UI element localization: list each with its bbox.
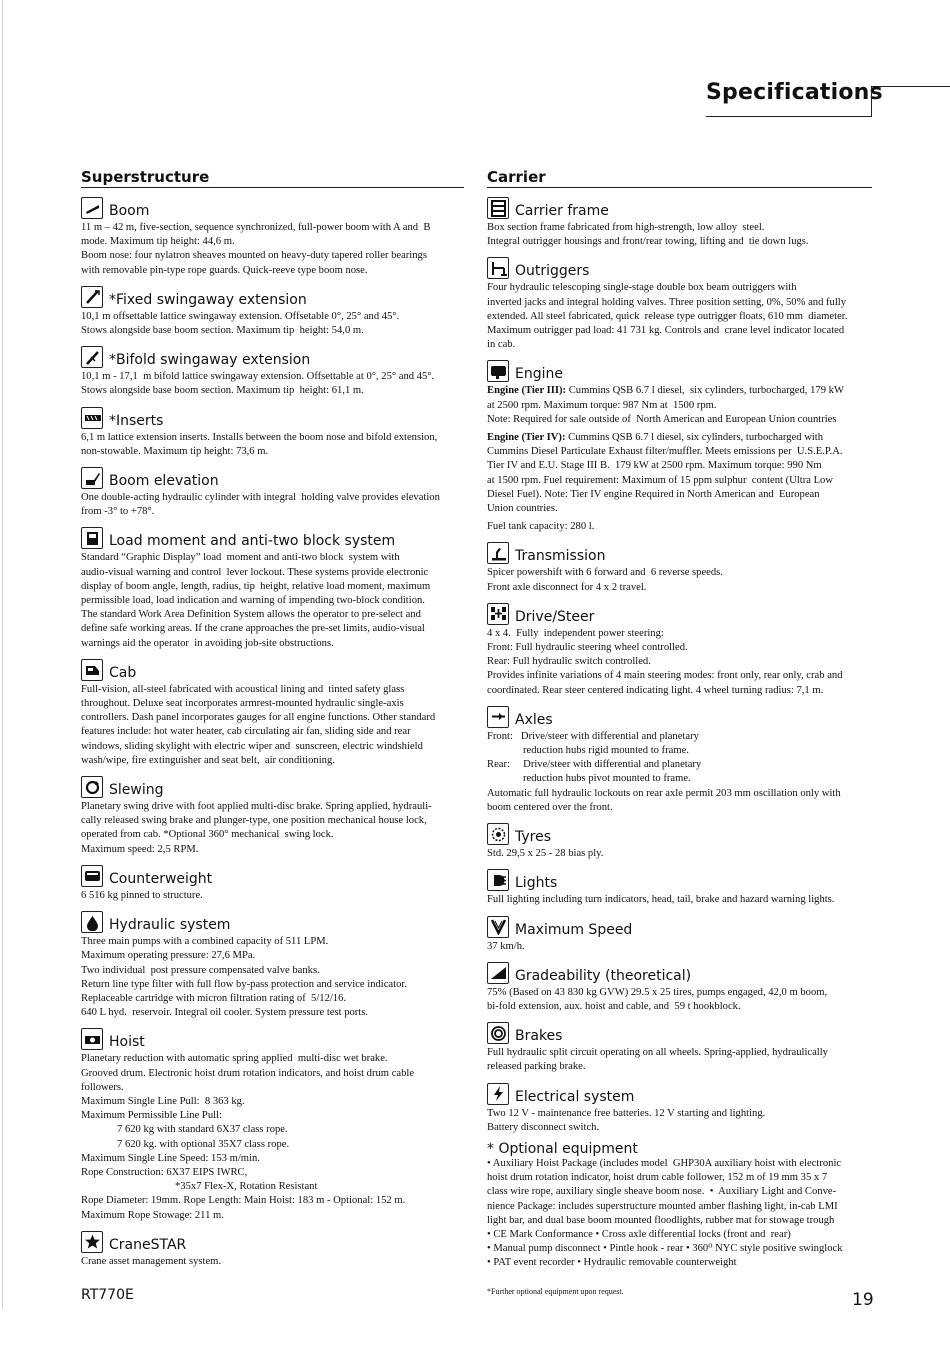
hydraulic-system-icon — [81, 911, 103, 933]
hoist-icon — [81, 1028, 103, 1050]
spec-line: Diesel Fuel). Note: Tier IV engine Required in North American and European — [487, 488, 820, 500]
spec-line: operated from cab. *Optional 360° mechanical swing lock. — [81, 829, 334, 841]
spec-section — [81, 657, 464, 768]
spec-section — [487, 540, 872, 594]
spec-line: 640 L hyd. reservoir. Integral oil cooler. System pressure test ports. — [81, 1007, 369, 1019]
axle-front: Front: Drive/steer with differential and planetary — [487, 730, 699, 742]
spec-line: features include: hot water heater, cab circulating air fan, sliding side and rear — [81, 726, 411, 738]
spec-section — [81, 774, 464, 857]
section-title: Boom elevation — [109, 473, 219, 490]
spec-line: define safe working areas. If the crane approaches the pre-set limits, audio-visual — [81, 623, 425, 635]
axle-rear: Rear: Drive/steer with differential and planetary — [487, 759, 702, 771]
spec-line: Three main pumps with a combined capacity of 511 LPM. — [81, 936, 329, 948]
spec-line: Maximum Rope Stowage: 211 m. — [81, 1209, 224, 1221]
spec-line: Boom nose: four nylatron sheaves mounted on heavy-duty tapered roller bearings — [81, 250, 427, 262]
spec-line: Rope Diameter: 19mm. Rope Length: Main Hoist: 183 m - Optional: 152 m. — [81, 1195, 406, 1207]
page-title: Specifications — [706, 80, 883, 105]
spec-section — [81, 344, 464, 398]
section-title: Axles — [515, 711, 553, 728]
section-header — [487, 540, 872, 564]
axles-icon — [487, 706, 509, 728]
section-title: Drive/Steer — [515, 608, 595, 625]
title-underline — [706, 116, 872, 117]
section-header — [81, 405, 464, 429]
optional-line: • PAT event recorder • Hydraulic removable counterweight — [487, 1257, 737, 1269]
spec-line: Front axle disconnect for 4 x 2 travel. — [487, 581, 647, 593]
spec-line: Grooved drum. Electronic hoist drum rotation indicators, and hoist drum cable — [81, 1067, 415, 1079]
spec-section — [81, 909, 464, 1020]
spec-section — [81, 525, 464, 650]
optional-line: • CE Mark Conformance • Cross axle differential locks (front and rear) — [487, 1228, 791, 1240]
section-header — [81, 909, 464, 933]
section-header — [487, 960, 872, 984]
spec-line: non-stowable. Maximum tip height: 73,6 m. — [81, 445, 269, 457]
engine-tier3-label: Engine (Tier III): — [487, 385, 567, 397]
spec-line: 10,1 m - 17,1 m bifold lattice swingaway extension. Offsettable at 0°, 25° and 45°. — [81, 371, 435, 383]
section-title: Cab — [109, 664, 137, 681]
optional-line: hoist drum rotation indicator, hoist drum cable follower, 152 m of 19 mm 35 x 7 — [487, 1172, 828, 1184]
section-header — [487, 195, 872, 219]
spec-line: Maximum Single Line Speed: 153 m/min. — [81, 1152, 260, 1164]
load-moment-icon — [81, 527, 103, 549]
section-title: Counterweight — [109, 870, 213, 887]
section-header — [81, 195, 464, 219]
spec-line: boom centered over the front. — [487, 801, 613, 813]
spec-line: Two individual post pressure compensated valve banks. — [81, 964, 320, 976]
engine-tier3-line — [487, 384, 872, 398]
superstructure-column — [81, 168, 464, 1275]
gradeability-icon — [487, 962, 509, 984]
spec-line: mode. Maximum tip height: 44,6 m. — [81, 236, 235, 248]
section-header — [81, 1229, 464, 1253]
spec-section — [81, 284, 464, 338]
optional-line: light bar, and dual base boom mounted floodlights, rubber mat for stowage trough — [487, 1214, 835, 1226]
spec-section — [487, 1020, 872, 1074]
spec-line: Provides infinite variations of 4 main steering modes: front only, rear only, crab and — [487, 670, 843, 682]
superstructure-heading: Superstructure — [81, 168, 464, 188]
section-title: Lights — [515, 875, 558, 892]
section-title: Carrier frame — [515, 203, 609, 219]
title-bracket-top — [871, 86, 950, 87]
spec-line: Full hydraulic split circuit operating on all wheels. Spring-applied, hydraulically — [487, 1047, 828, 1059]
inserts-icon — [81, 407, 103, 429]
spec-section — [487, 914, 872, 954]
section-title: Load moment and anti-two block system — [109, 533, 396, 550]
spec-section — [487, 601, 872, 698]
spec-line: Cummins Diesel Particulate Exhaust filter/muffler. Meets emissions per U.S.E.P.A. — [487, 446, 843, 458]
spec-line: 6 516 kg pinned to structure. — [81, 889, 203, 901]
spec-line: Stows alongside base boom section. Maximum tip height: 54,0 m. — [81, 325, 364, 337]
spec-line: Planetary swing drive with foot applied multi-disc brake. Spring applied, hydrauli- — [81, 801, 432, 813]
spec-line: Two 12 V - maintenance free batteries. 12 V starting and lighting. — [487, 1107, 766, 1119]
section-header — [81, 657, 464, 681]
section-header — [487, 1081, 872, 1105]
spec-line: with removable pin-type rope guards. Quick-reeve type boom nose. — [81, 264, 368, 276]
section-header — [487, 358, 872, 382]
section-header — [487, 255, 872, 279]
spec-line: Battery disconnect switch. — [487, 1121, 600, 1133]
spec-line: Note: Required for sale outside of North American and European Union countries — [487, 413, 837, 425]
section-header — [81, 525, 464, 549]
spec-line: Rear: Full hydraulic switch controlled. — [487, 656, 651, 668]
spec-line: Maximum operating pressure: 27,6 MPa. — [81, 950, 256, 962]
spec-line: from -3° to +78°. — [81, 506, 155, 518]
page-number: 19 — [852, 1290, 874, 1310]
spec-line: Union countries. — [487, 503, 558, 515]
title-bracket — [871, 86, 872, 117]
tyres-icon — [487, 823, 509, 845]
spec-line: Maximum Single Line Pull: 8 363 kg. — [81, 1095, 245, 1107]
spec-line: Spicer powershift with 6 forward and 6 reverse speeds. — [487, 567, 723, 579]
section-title: *Fixed swingaway extension — [109, 291, 307, 308]
spec-section — [487, 1081, 872, 1135]
spec-line: Replaceable cartridge with micron filtration rating of 5/12/16. — [81, 992, 347, 1004]
spec-line: 75% (Based on 43 830 kg GVW) 29.5 x 25 tires, pumps engaged, 42,0 m boom, — [487, 986, 828, 998]
axle-front-detail: reduction hubs rigid mounted to frame. — [523, 745, 689, 757]
spec-line: wash/wipe, fire extinguisher and seat belt, air conditioning. — [81, 754, 335, 766]
section-header — [81, 863, 464, 887]
spec-section — [81, 1229, 464, 1269]
section-header — [81, 344, 464, 368]
spec-line: Integral outrigger housings and front/rear towing, lifting and tie down lugs. — [487, 236, 809, 248]
section-title: CraneSTAR — [109, 1236, 187, 1253]
section-title: Hoist — [109, 1034, 145, 1051]
spec-text: Cummins QSB 6.7 l diesel, six cylinders, turbocharged with — [565, 432, 824, 444]
engine-icon — [487, 360, 509, 382]
spec-line: controllers. Dash panel incorporates gauges for all engine functions. Other standard — [81, 712, 436, 724]
spec-line: warnings aid the operator in avoiding job-site obstructions. — [81, 637, 334, 649]
optional-line: • Manual pump disconnect • Pintle hook - rear • 360⁰ NYC style positive swinglock — [487, 1243, 843, 1255]
section-title: Electrical system — [515, 1088, 635, 1105]
section-header — [487, 914, 872, 938]
axle-rear-detail: reduction hubs pivot mounted to frame. — [523, 773, 691, 785]
boom-elevation-icon — [81, 467, 103, 489]
spec-section — [81, 863, 464, 903]
spec-line: *35x7 Flex-X, Rotation Resistant — [175, 1181, 318, 1193]
spec-line: at 2500 rpm. Maximum torque: 987 Nm at 1500 rpm. — [487, 399, 717, 411]
spec-line: Front: Full hydraulic steering wheel controlled. — [487, 642, 688, 654]
spec-line: Four hydraulic telescoping single-stage double box beam outriggers with — [487, 282, 797, 294]
spec-section — [81, 405, 464, 459]
spec-section — [487, 358, 872, 534]
spec-line: Crane asset management system. — [81, 1255, 222, 1267]
slewing-icon — [81, 776, 103, 798]
optional-line: • Auxiliary Hoist Package (includes model GHP30A auxiliary hoist with electronic — [487, 1157, 842, 1169]
carrier-column — [487, 168, 872, 1277]
section-title: *Inserts — [109, 412, 164, 429]
spec-line: display of boom angle, length, radius, tip height, relative load moment, maximum — [81, 580, 431, 592]
engine-tier4-label: Engine (Tier IV): — [487, 432, 566, 444]
engine-tier4-line — [487, 431, 872, 445]
optional-equipment — [487, 1141, 872, 1271]
outriggers-icon — [487, 257, 509, 279]
spec-line: inverted jacks and integral holding valves. Three position setting, 0%, 50% and fully — [487, 296, 847, 308]
section-header — [81, 465, 464, 489]
star-icon — [81, 1231, 103, 1253]
spec-line: Full-vision, all-steel fabricated with acoustical lining and tinted safety glass — [81, 683, 405, 695]
spec-section — [487, 704, 872, 815]
spec-line: 7 620 kg with standard 6X37 class rope. — [117, 1124, 288, 1136]
spec-line: Maximum outrigger pad load: 41 731 kg. Controls and crane level indicator located — [487, 325, 845, 337]
spec-line: coordinated. Rear steer centered indicating light. 4 wheel turning radius: 7,1 m. — [487, 684, 824, 696]
fuel-tank-capacity: Fuel tank capacity: 280 l. — [487, 521, 595, 533]
optional-equipment-title: * Optional equipment — [487, 1140, 638, 1157]
spec-text: Cummins QSB 6.7 l diesel, six cylinders, turbocharged, 179 kW — [566, 385, 844, 397]
section-title: Slewing — [109, 782, 164, 799]
optional-line: class wire rope, auxiliary single sheave boom nose. • Auxiliary Light and Conve- — [487, 1186, 837, 1198]
spec-line: Rope Construction: 6X37 EIPS IWRC, — [81, 1166, 248, 1178]
spec-line: 11 m – 42 m, five-section, sequence synchronized, full-power boom with A and B — [81, 222, 431, 233]
section-title: Engine — [515, 366, 563, 383]
spec-line: cally released swing brake and plunger-type, one position mechanical house lock, — [81, 815, 427, 827]
section-title: Brakes — [515, 1028, 563, 1045]
optional-line: nience Package: includes superstructure mounted amber flashing light, in-cab LMI — [487, 1200, 838, 1212]
spec-line: Planetary reduction with automatic spring applied multi-disc wet brake. — [81, 1053, 388, 1065]
carrier-heading: Carrier — [487, 168, 872, 188]
spec-section — [487, 195, 872, 249]
spec-section — [487, 960, 872, 1014]
model-name: RT770E — [81, 1287, 134, 1303]
electrical-system-icon — [487, 1083, 509, 1105]
spec-section — [81, 465, 464, 519]
spec-line: One double-acting hydraulic cylinder with integral holding valve provides elevation — [81, 492, 440, 504]
spec-line: Stows alongside base boom section. Maximum tip height: 61,1 m. — [81, 385, 364, 397]
spec-line: 6,1 m lattice extension inserts. Installs between the boom nose and bifold extension, — [81, 431, 438, 443]
section-title: Maximum Speed — [515, 921, 633, 938]
spec-section — [81, 1026, 464, 1222]
section-title: Outriggers — [515, 263, 590, 280]
spec-line: Maximum Permissible Line Pull: — [81, 1110, 222, 1122]
page-edge-line — [2, 0, 3, 1310]
section-header — [487, 704, 872, 728]
transmission-icon — [487, 542, 509, 564]
spec-line: Maximum speed: 2,5 RPM. — [81, 843, 199, 855]
cab-icon — [81, 659, 103, 681]
spec-line: Automatic full hydraulic lockouts on rear axle permit 203 mm oscillation only with — [487, 787, 841, 799]
spec-section — [81, 195, 464, 278]
maximum-speed-icon — [487, 916, 509, 938]
boom-icon — [81, 197, 103, 219]
section-header — [81, 774, 464, 798]
spec-line: 7 620 kg. with optional 35X7 class rope. — [117, 1138, 290, 1150]
spec-section — [487, 255, 872, 352]
section-header — [81, 1026, 464, 1050]
carrier-frame-icon — [487, 197, 509, 219]
spec-line: permissible load, load indication and warning of impending two-block condition. — [81, 595, 425, 607]
spec-line: audio-visual warning and control lever lockout. These systems provide electronic — [81, 566, 429, 578]
section-header — [487, 867, 872, 891]
spec-line: released parking brake. — [487, 1061, 586, 1073]
section-header — [487, 601, 872, 625]
spec-line: at 1500 rpm. Fuel requirement: Maximum of 15 ppm sulphur content (Ultra Low — [487, 474, 833, 486]
section-title: Transmission — [515, 548, 606, 565]
spec-line: extended. All steel fabricated, quick release type outrigger floats, 610 mm diameter. — [487, 310, 848, 322]
spec-line: windows, sliding skylight with electric wiper and sunscreen, electric windshield — [81, 740, 423, 752]
section-header — [81, 284, 464, 308]
spec-line: Standard “Graphic Display” load moment and anti-two block system with — [81, 552, 400, 564]
footnote: *Further optional equipment upon request. — [487, 1287, 624, 1296]
spec-line: Box section frame fabricated from high-strength, low alloy steel. — [487, 222, 765, 233]
spec-line: 4 x 4. Fully independent power steering: — [487, 627, 664, 639]
section-title: Hydraulic system — [109, 917, 231, 934]
lights-icon — [487, 869, 509, 891]
section-title: *Bifold swingaway extension — [109, 352, 311, 369]
section-title: Boom — [109, 203, 150, 219]
brakes-icon — [487, 1022, 509, 1044]
spec-line: The standard Work Area Definition System allows the operator to pre-select and — [81, 609, 421, 621]
spec-line: 10,1 m offsettable lattice swingaway extension. Offsetable 0°, 25° and 45°. — [81, 310, 400, 322]
spec-line: 37 km/h. — [487, 940, 525, 952]
fixed-swingaway-extension-icon — [81, 286, 103, 308]
spec-line: bi-fold extension, aux. hoist and cable, and 59 t hookblock. — [487, 1000, 741, 1012]
drive-steer-icon — [487, 603, 509, 625]
spec-line: Tier IV and E.U. Stage III B. 179 kW at 2500 rpm. Maximum torque: 990 Nm — [487, 460, 822, 472]
section-header — [487, 1020, 872, 1044]
section-title: Tyres — [515, 829, 552, 846]
spec-line: in cab. — [487, 339, 516, 351]
bifold-swingaway-extension-icon — [81, 346, 103, 368]
spec-line: Return line type filter with full flow by-pass protection and service indicator. — [81, 978, 407, 990]
section-title: Gradeability (theoretical) — [515, 967, 692, 984]
spec-line: Std. 29,5 x 25 - 28 bias ply. — [487, 848, 604, 860]
section-header — [487, 821, 872, 845]
spec-line: followers. — [81, 1081, 124, 1093]
spec-line: Full lighting including turn indicators, head, tail, brake and hazard warning lights. — [487, 894, 835, 906]
spec-section — [487, 867, 872, 907]
spec-section — [487, 821, 872, 861]
counterweight-icon — [81, 865, 103, 887]
spec-line: throughout. Deluxe seat incorporates armrest-mounted hydraulic single-axis — [81, 698, 404, 710]
